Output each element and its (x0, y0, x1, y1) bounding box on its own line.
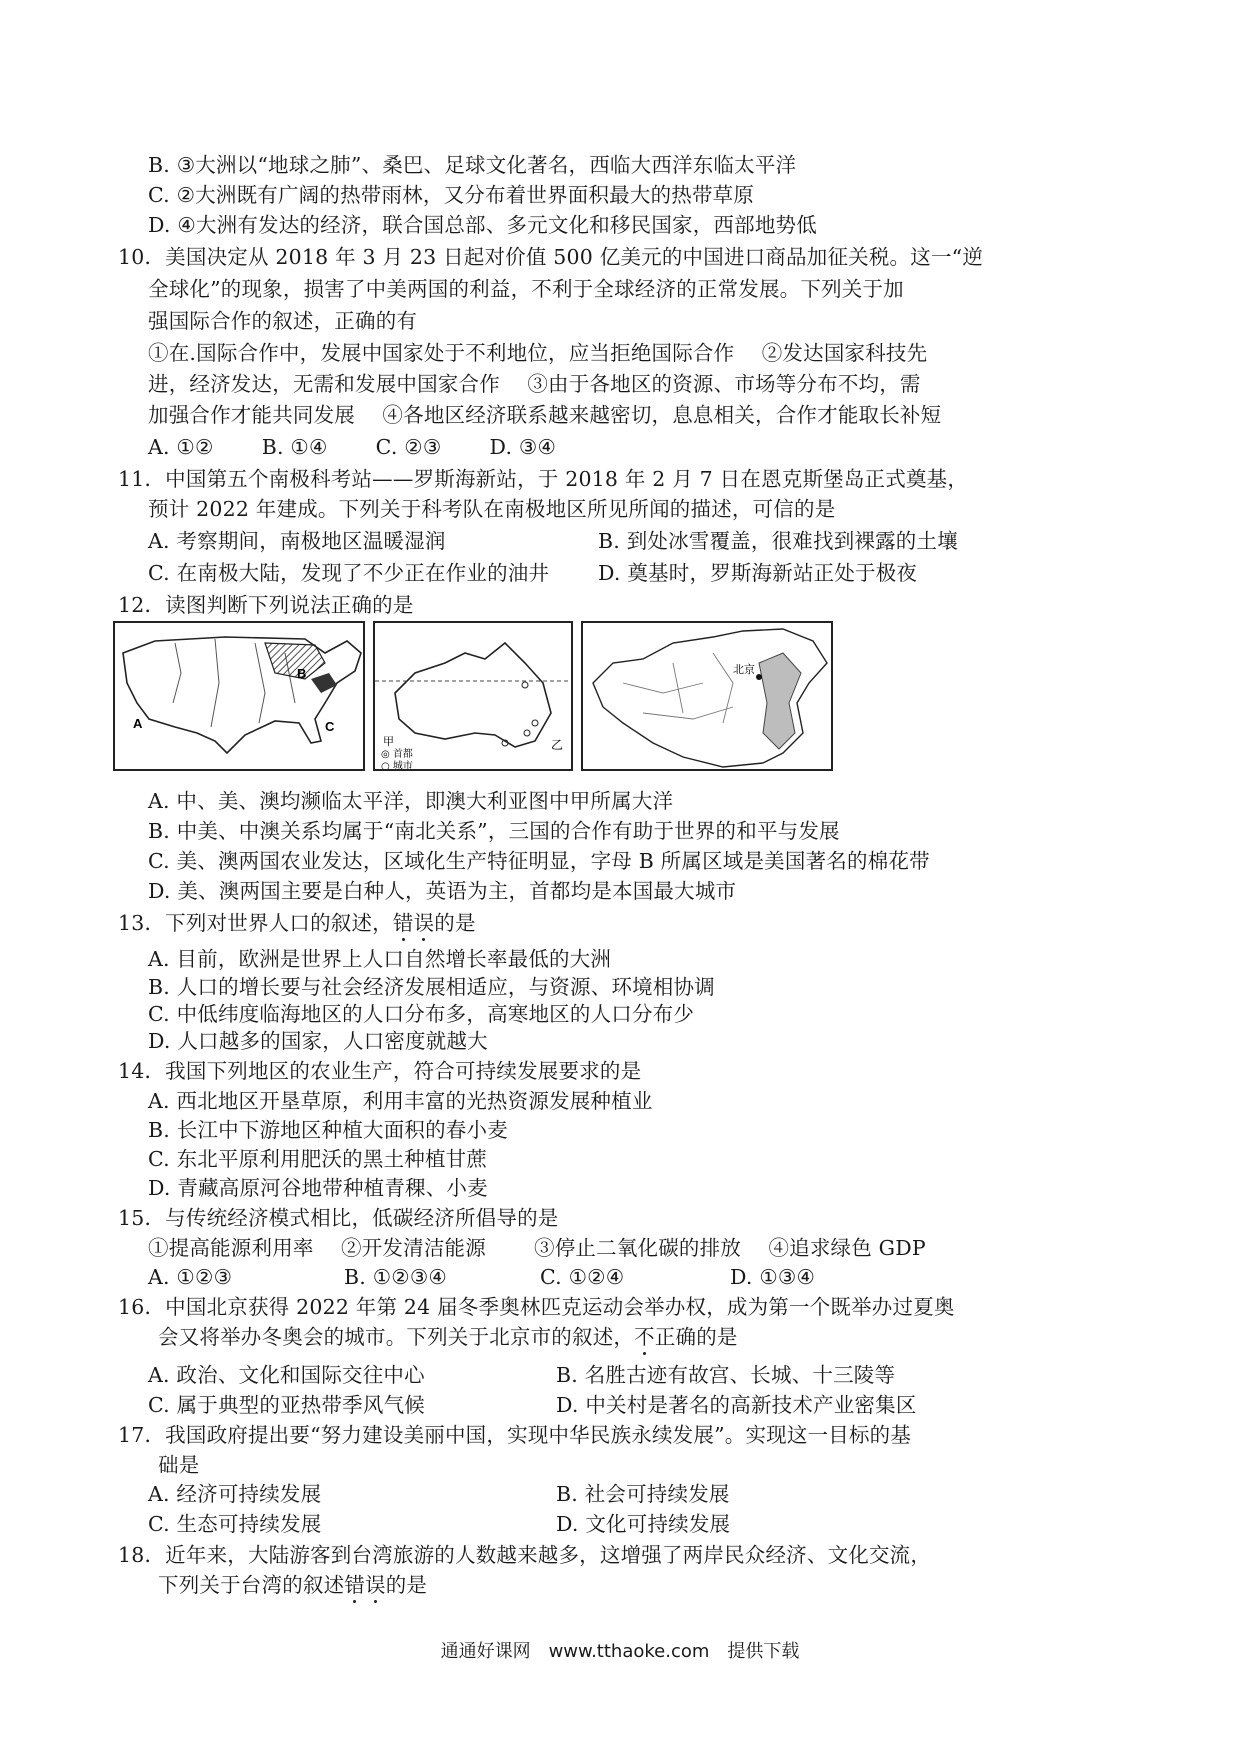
question-17-stem-2: 础是 (158, 1453, 200, 1477)
usa-map (113, 621, 365, 771)
option-9b: B. ③大洲以“地球之肺”、桑巴、足球文化著名，西临大西洋东临太平洋 (148, 153, 797, 177)
australia-legend-city: ○ 城市 (381, 761, 413, 772)
question-15-items: ①提高能源利用率 ②开发清洁能源 ③停止二氧化碳的排放 ④追求绿色 GDP (148, 1236, 926, 1260)
question-10-stem-2: 全球化”的现象，损害了中美两国的利益，不利于全球经济的正常发展。下列关于加 (148, 277, 904, 301)
question-10-stem-3: 强国际合作的叙述，正确的有 (148, 309, 418, 333)
australia-label-yi: 乙 (551, 738, 564, 752)
question-15-stem: 15．与传统经济模式相比，低碳经济所倡导的是 (118, 1206, 559, 1230)
question-10-stem-1: 10．美国决定从 2018 年 3 月 23 日起对价值 500 亿美元的中国进口商品加征关税。这一“逆 (118, 245, 984, 269)
option-15d: D. ①③④ (730, 1265, 816, 1289)
option-11b: B. 到处冰雪覆盖，很难找到裸露的土壤 (598, 529, 958, 553)
question-13-stem-prefix: 13．下列对世界人口的叙述， (118, 911, 393, 935)
question-11-stem-2: 预计 2022 年建成。下列关于科考队在南极地区所见所闻的描述，可信的是 (148, 497, 836, 521)
australia-map-drawing (375, 623, 573, 771)
option-14c: C. 东北平原利用肥沃的黑土种植甘蔗 (148, 1147, 488, 1171)
option-13d: D. 人口越多的国家，人口密度就越大 (148, 1029, 488, 1053)
question-13-stem-suffix: 的是 (434, 911, 476, 935)
australia-legend-capital: ◎ 首都 (381, 749, 413, 760)
question-18-stem-2 (158, 1572, 427, 1598)
question-10-item-2: 进，经济发达，无需和发展中国家合作 ③由于各地区的资源、市场等分布不均，需 (148, 372, 921, 396)
question-13-stem (118, 910, 476, 936)
china-map (581, 621, 833, 771)
option-14b: B. 长江中下游地区种植大面积的春小麦 (148, 1118, 508, 1142)
option-17d: D. 文化可持续发展 (556, 1512, 731, 1536)
option-16b: B. 名胜古迹有故宫、长城、十三陵等 (556, 1363, 896, 1387)
option-15a: A. ①②③ (148, 1265, 233, 1289)
question-12-stem: 12．读图判断下列说法正确的是 (118, 593, 414, 617)
question-18-stem-prefix: 下列关于台湾的叙述 (158, 1573, 345, 1597)
option-13a: A. 目前，欧洲是世界上人口自然增长率最低的大洲 (148, 947, 612, 971)
option-14a: A. 西北地区开垦草原，利用丰富的光热资源发展种植业 (148, 1089, 653, 1113)
question-10-item-3: 加强合作才能共同发展 ④各地区经济联系越来越密切，息息相关，合作才能取长补短 (148, 403, 942, 427)
option-9c: C. ②大洲既有广阔的热带雨林，又分布着世界面积最大的热带草原 (148, 183, 755, 207)
footer-watermark: 通通好课网 www.tthaoke.com 提供下载 (440, 1641, 800, 1662)
usa-map-drawing (115, 623, 365, 771)
option-15b: B. ①②③④ (344, 1265, 448, 1289)
option-17a: A. 经济可持续发展 (148, 1482, 322, 1506)
question-16-stem-2 (158, 1324, 738, 1350)
china-label-beijing: 北京 (733, 663, 755, 676)
option-12a: A. 中、美、澳均濒临太平洋，即澳大利亚图中甲所属大洋 (148, 789, 674, 813)
option-17b: B. 社会可持续发展 (556, 1482, 730, 1506)
option-11a: A. 考察期间，南极地区温暖湿润 (148, 529, 446, 553)
option-13c: C. 中低纬度临海地区的人口分布多，高寒地区的人口分布少 (148, 1002, 695, 1026)
question-10-options: A. ①② B. ①④ C. ②③ D. ③④ (148, 435, 557, 459)
option-12d: D. 美、澳两国主要是白种人，英语为主，首都均是本国最大城市 (148, 879, 737, 903)
emphasis-char: 错 (392, 911, 414, 935)
australia-label-jia: 甲 (383, 735, 394, 748)
emphasis-char: 不 (634, 1325, 655, 1349)
question-16-stem-1: 16．中国北京获得 2022 年第 24 届冬季奥林匹克运动会举办权，成为第一个既举办过夏奥 (118, 1295, 955, 1319)
question-17-stem-1: 17．我国政府提出要“努力建设美丽中国，实现中华民族永续发展”。实现这一目标的基 (118, 1423, 912, 1447)
question-10-item-1: ①在.国际合作中，发展中国家处于不利地位，应当拒绝国际合作 ②发达国家科技先 (148, 341, 928, 365)
option-16c: C. 属于典型的亚热带季风气候 (148, 1393, 425, 1417)
emphasis-char: 误 (365, 1573, 386, 1597)
option-16a: A. 政治、文化和国际交往中心 (148, 1363, 425, 1387)
option-11d: D. 奠基时，罗斯海新站正处于极夜 (598, 561, 918, 585)
option-16d: D. 中关村是著名的高新技术产业密集区 (556, 1393, 917, 1417)
china-map-drawing (583, 623, 833, 771)
question-14-stem: 14．我国下列地区的农业生产，符合可持续发展要求的是 (118, 1059, 642, 1083)
question-11-stem-1: 11．中国第五个南极科考站——罗斯海新站，于 2018 年 2 月 7 日在恩克斯堡岛正式奠基， (118, 467, 969, 491)
option-17c: C. 生态可持续发展 (148, 1512, 322, 1536)
emphasis-char: 错 (344, 1573, 366, 1597)
option-9d: D. ④大洲有发达的经济，联合国总部、多元文化和移民国家，西部地势低 (148, 213, 817, 237)
option-12c: C. 美、澳两国农业发达，区域化生产特征明显，字母 B 所属区域是美国著名的棉花带 (148, 849, 930, 873)
emphasis-char: 误 (413, 911, 435, 935)
australia-map (373, 621, 573, 771)
usa-label-b: B (297, 666, 307, 681)
option-12b: B. 中美、中澳关系均属于“南北关系”，三国的合作有助于世界的和平与发展 (148, 819, 840, 843)
usa-label-c: C (325, 719, 335, 734)
question-18-stem-suffix: 的是 (385, 1573, 428, 1597)
usa-label-a: A (133, 716, 143, 731)
question-16-stem-prefix: 会又将举办冬奥会的城市。下列关于北京市的叙述， (158, 1325, 635, 1349)
option-11c: C. 在南极大陆，发现了不少正在作业的油井 (148, 561, 550, 585)
option-13b: B. 人口的增长要与社会经济发展相适应，与资源、环境相协调 (148, 975, 715, 999)
option-15c: C. ①②④ (540, 1265, 625, 1289)
option-14d: D. 青藏高原河谷地带种植青稞、小麦 (148, 1176, 488, 1200)
question-18-stem-1: 18．近年来，大陆游客到台湾旅游的人数越来越多，这增强了两岸民众经济、文化交流， (118, 1543, 932, 1567)
question-16-stem-suffix: 正确的是 (654, 1325, 738, 1349)
